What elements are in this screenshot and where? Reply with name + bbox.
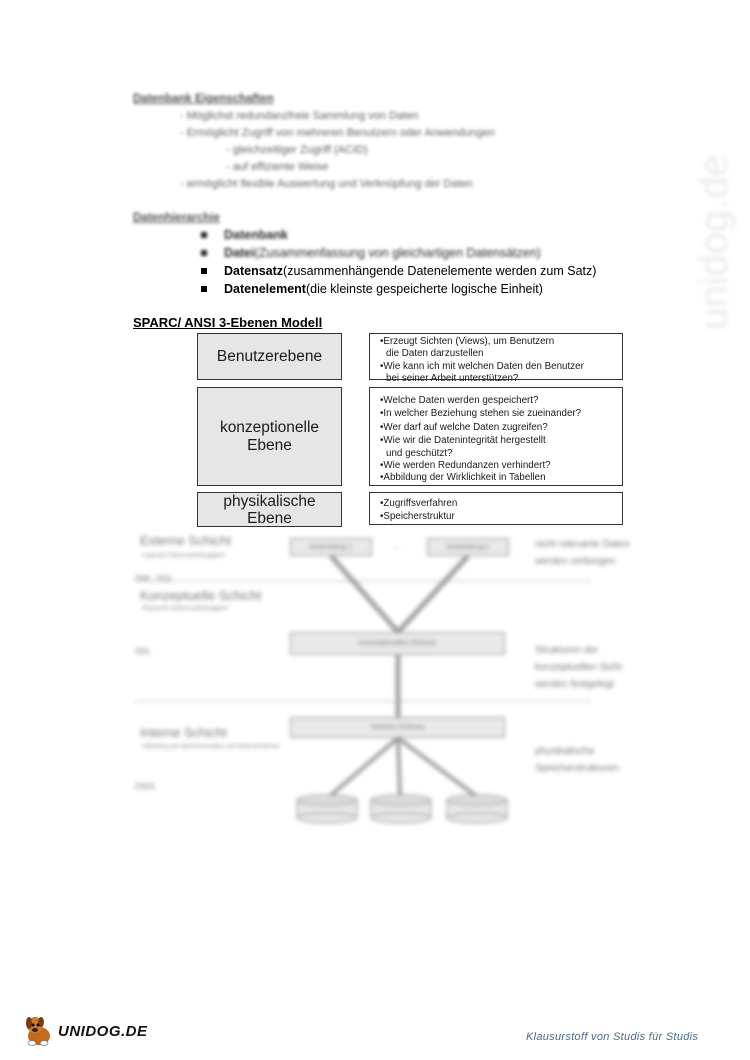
hierarchy-term: Datenelement — [224, 282, 306, 296]
note-line: nicht relevante Daten — [535, 539, 630, 550]
level-label: Ebene — [247, 436, 292, 454]
level-point: •Wie werden Redundanzen verhindert? — [380, 460, 551, 472]
data-hierarchy-heading: Datenhierarchie — [133, 212, 220, 224]
logo-text: UNIDOG.DE — [58, 1022, 148, 1040]
level-point: die Daten darzustellen — [386, 348, 484, 360]
db-property-line: - Ermöglicht Zugriff von mehreren Benutzern oder Anwendungen — [180, 127, 495, 139]
level-point: •Erzeugt Sichten (Views), um Benutzern — [380, 336, 555, 347]
note-line: werden festgelegt — [535, 679, 614, 690]
note-line: werden verborgen — [535, 556, 616, 567]
db-property-line: - gleichzeitiger Zugriff (ACID) — [226, 144, 368, 156]
conceptual-layer-sub: Physische Datenunabhängigkeit — [142, 606, 228, 612]
conceptual-note — [535, 642, 622, 693]
connector-line — [398, 556, 468, 632]
hierarchy-term: Datei — [224, 246, 255, 260]
hierarchy-desc: (zusammenhängende Datenelemente werden zum Satz) — [283, 264, 597, 278]
conceptual-schema-box: Konzeptionelles Schema — [290, 632, 505, 655]
db-property-line: - ermöglicht flexible Auswertung und Verknüpfung der Daten — [180, 178, 473, 190]
level-label: physikalische — [223, 492, 316, 510]
note-line: konzeptuellen Sicht — [535, 662, 622, 673]
connector-line — [398, 738, 476, 796]
hierarchy-term: Datensatz — [224, 264, 284, 278]
level-point: •Zugriffsverfahren — [380, 498, 458, 509]
level-point: •Wer darf auf welche Daten zugreifen? — [380, 421, 548, 433]
storage-cylinder — [371, 795, 431, 823]
app-ellipsis: ... — [393, 541, 400, 550]
hierarchy-desc: (die kleinste gespeicherte logische Einheit) — [305, 282, 543, 296]
footer-logo — [22, 1014, 148, 1048]
hierarchy-term: Datenbank — [224, 228, 288, 242]
external-layer-sub: Logische Datenunabhängigkeit — [142, 553, 225, 559]
external-language: DML, DQL — [135, 574, 173, 583]
db-property-line: - Möglichst redundanzfreie Sammlung von Daten — [180, 110, 419, 122]
dog-icon — [22, 1014, 56, 1048]
conceptual-layer-title: Konzeptuelle Schicht — [140, 588, 262, 603]
app-n-box: Anwendung n — [427, 538, 509, 556]
internal-layer-title: Interne Schicht — [140, 725, 227, 740]
db-properties-heading: Datenbank Eigenschaften — [133, 93, 274, 105]
level-point: bei seiner Arbeit unterstützen? — [386, 373, 519, 385]
level-label: Benutzerebene — [216, 347, 323, 365]
level-point: •Speicherstruktur — [380, 511, 455, 523]
level-point: •Wie wir die Datenintegrität hergestellt — [380, 435, 546, 447]
level-label: Ebene — [247, 509, 292, 527]
conceptual-language: DDL — [135, 647, 152, 656]
connector-line — [330, 738, 398, 796]
level-point: und geschützt? — [386, 447, 453, 459]
footer-tagline: Klausurstoff von Studis für Studis — [526, 1031, 699, 1043]
internal-language: DSDL — [135, 782, 157, 791]
storage-cylinder — [297, 795, 357, 823]
divider-line — [135, 700, 590, 702]
level-label: konzeptionelle — [219, 418, 320, 436]
note-line: Strukturen der — [535, 645, 599, 656]
internal-note — [535, 743, 619, 777]
watermark: unidog.de — [692, 154, 736, 330]
connector-line — [398, 738, 400, 796]
hierarchy-desc: (Zusammenfassung von gleichartigen Datensätzen) — [254, 246, 541, 260]
connector-line — [331, 556, 398, 632]
level-point: •Welche Daten werden gespeichert? — [380, 395, 539, 406]
db-property-line: - auf effiziente Weise — [226, 161, 329, 173]
level-point: •Wie kann ich mit welchen Daten den Benutzer — [380, 360, 584, 372]
app-1-box: Anwendung 1 — [290, 538, 372, 556]
internal-layer-sub: Abbildung auf Speichermedien und Datenstrukturen — [142, 744, 280, 750]
level-point: •Abbildung der Wirklichkeit in Tabellen — [380, 472, 546, 484]
internal-schema-box: Internes Schema — [290, 717, 505, 738]
model-title: SPARC/ ANSI 3-Ebenen Modell — [133, 315, 323, 330]
note-line: Speicherstrukturen — [535, 763, 619, 774]
level-point: •In welcher Beziehung stehen sie zueinander? — [380, 408, 582, 420]
storage-cylinder — [447, 795, 507, 823]
note-line: physikalische — [535, 746, 595, 757]
external-layer-title: Externe Schicht — [140, 533, 232, 548]
